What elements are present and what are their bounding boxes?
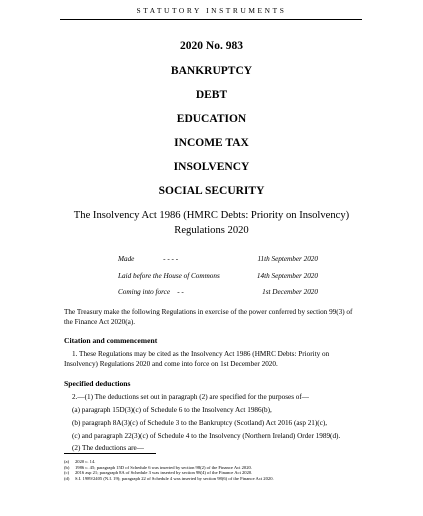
deductions-para-2: (2) The deductions are— (72, 444, 144, 452)
date-label: Made - - - - (118, 255, 179, 263)
regulations-title: The Insolvency Act 1986 (HMRC Debts: Priority on Insolvency) Regulations 2020 (73, 210, 350, 236)
subject-heading: INCOME TAX (174, 137, 249, 149)
footnote-rule (64, 453, 156, 454)
dates-table (118, 255, 318, 305)
header-rule (60, 19, 362, 20)
citation-heading: Citation and commencement (64, 336, 158, 345)
preamble: The Treasury make the following Regulations in exercise of the power conferred by section 99(3) of the Finance Act 2020(a). (64, 308, 353, 326)
subject-heading: INSOLVENCY (173, 161, 250, 173)
citation-text: 1. These Regulations may be cited as the Insolvency Act 1986 (HMRC Debts: Priority on Insolvency) Regulations 2020 and come into force on 1st December 2020. (64, 350, 330, 368)
date-value: 1st December 2020 (262, 288, 318, 296)
instrument-number: 2020 No. 983 (180, 40, 243, 52)
deduction-item: (c) and paragraph 22(3)(c) of Schedule 4 to the Insolvency (Northern Ireland) Order 1989(d). (72, 432, 341, 440)
date-label: Laid before the House of Commons (118, 271, 220, 280)
date-row-made (118, 255, 318, 272)
subject-heading: EDUCATION (176, 113, 247, 125)
series-header: STATUTORY INSTRUMENTS (136, 6, 287, 15)
deductions-intro: 2.—(1) The deductions set out in paragraph (2) are specified for the purposes of— (72, 393, 309, 401)
date-label: Coming into force - - (118, 288, 184, 296)
date-value: 14th September 2020 (256, 271, 318, 280)
subject-heading: SOCIAL SECURITY (158, 185, 265, 197)
deduction-item: (b) paragraph 8A(3)(c) of Schedule 3 to the Bankruptcy (Scotland) Act 2016 (asp 21)(c), (72, 419, 328, 427)
footnote: (d) S.I. 1989/2405 (N.I. 19); paragraph 22 of Schedule 4 was inserted by section 98(6) of the Finance Act 2020. (64, 475, 274, 481)
date-row-laid (118, 272, 318, 289)
date-row-commencement (118, 288, 318, 305)
footnotes (64, 459, 274, 481)
footnote: (c) 2016 asp 21; paragraph 8A of Schedule 3 was inserted by section 98(4) of the Finance Act 2020. (64, 470, 253, 476)
footnote: (b) 1986 c. 45; paragraph 15D of Schedule 6 was inserted by section 98(2) of the Finance Act 2020. (64, 464, 252, 470)
date-value: 11th September 2020 (257, 255, 318, 263)
subject-heading: DEBT (195, 89, 228, 101)
footnote: (a) 2020 c. 14. (64, 459, 96, 464)
deduction-item: (a) paragraph 15D(3)(c) of Schedule 6 to the Insolvency Act 1986(b), (72, 406, 272, 414)
deductions-heading: Specified deductions (64, 379, 131, 388)
subject-heading: BANKRUPTCY (170, 65, 253, 77)
